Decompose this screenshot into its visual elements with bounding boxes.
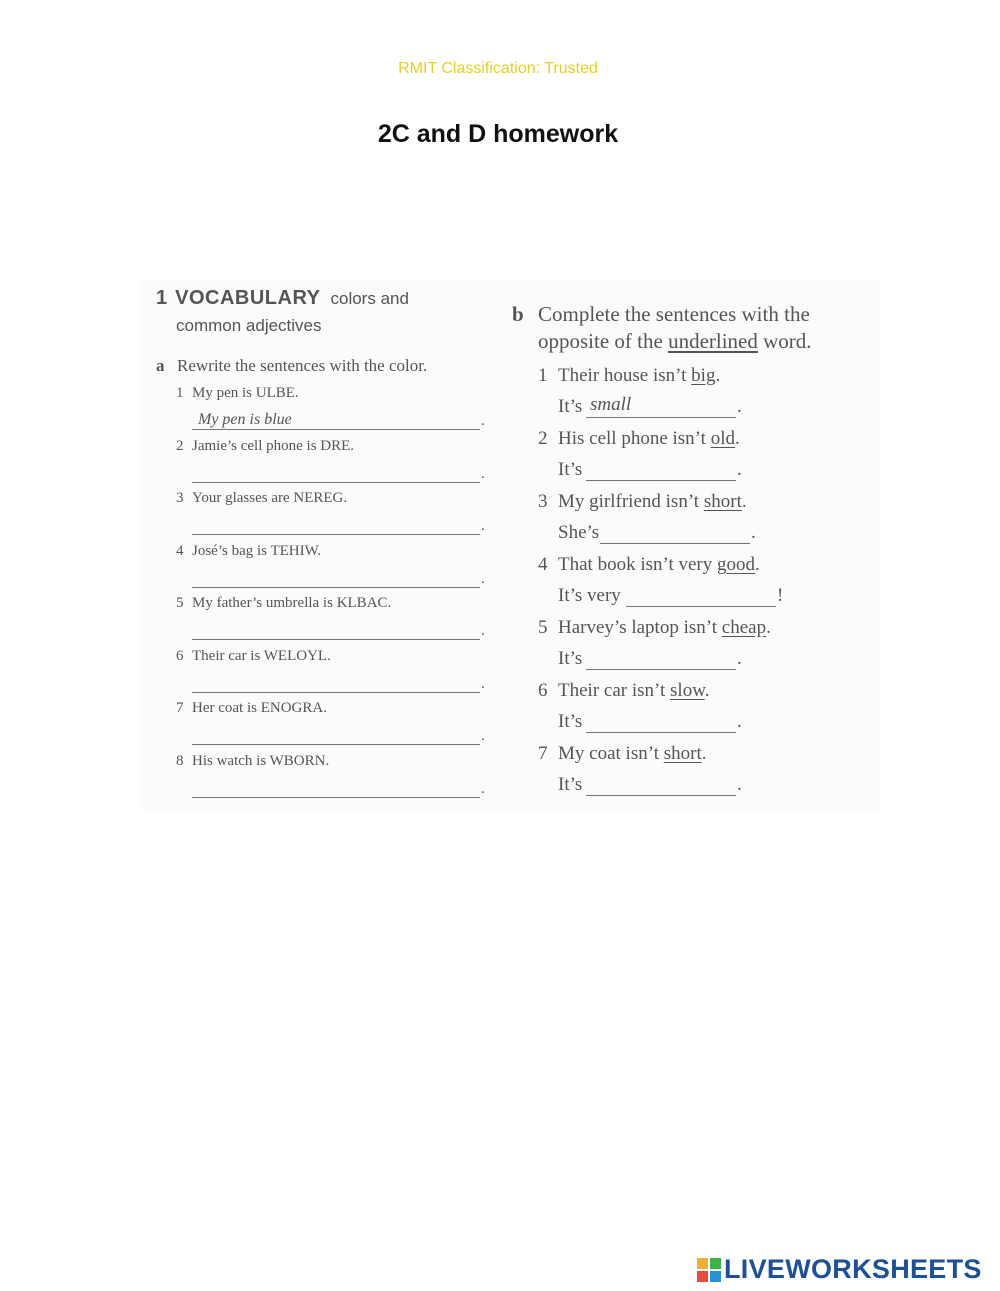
answer-line	[192, 639, 480, 640]
part-a-item	[176, 490, 347, 507]
part-a-item	[176, 543, 321, 560]
item-text: My pen is ULBE.	[192, 385, 299, 401]
item-number: 7	[538, 743, 548, 764]
item-number: 1	[176, 385, 184, 401]
item-number: 6	[538, 680, 548, 701]
line-end-punctuation: .	[737, 711, 742, 732]
part-a-item	[176, 700, 327, 717]
line-period: .	[481, 675, 485, 692]
part-a-instruction: Rewrite the sentences with the color.	[177, 356, 428, 375]
answer-line	[192, 587, 480, 588]
line-end-punctuation: .	[737, 459, 742, 480]
instruction-pre: opposite of the	[538, 329, 669, 353]
line-period: .	[481, 623, 485, 639]
item-end: .	[766, 617, 771, 638]
answer-lead: It’s very	[558, 585, 621, 606]
section-title: VOCABULARY	[175, 287, 321, 309]
line-end-punctuation: .	[751, 522, 756, 543]
item-text: My girlfriend isn’t	[558, 491, 704, 512]
line-period: .	[481, 780, 485, 797]
item-text: That book isn’t very	[558, 554, 718, 575]
item-number: 4	[538, 554, 548, 575]
part-a-item	[176, 385, 299, 402]
answer-line	[626, 606, 776, 607]
instruction-underlined-word: underlined	[668, 329, 758, 353]
instruction-post: word.	[757, 329, 812, 353]
answer-line	[586, 795, 736, 796]
answer-line	[192, 482, 480, 483]
item-text: Her coat is ENOGRA.	[192, 700, 327, 716]
line-end-punctuation: .	[737, 774, 742, 795]
part-a-item	[176, 753, 329, 770]
underlined-word: cheap	[721, 617, 767, 638]
answer-lead: It’s	[558, 459, 583, 480]
item-text: My coat isn’t	[558, 743, 664, 764]
answer-line	[600, 543, 750, 544]
item-text: José’s bag is TEHIW.	[192, 542, 322, 559]
classification-label: RMIT Classification: Trusted	[398, 60, 598, 77]
part-b-item	[538, 680, 709, 702]
item-end: .	[734, 428, 740, 449]
item-text: Their house isn’t	[558, 365, 692, 386]
part-b-item	[538, 491, 747, 513]
item-text: Harvey’s laptop isn’t	[558, 617, 722, 638]
item-number: 5	[538, 617, 548, 638]
item-text: Their car is WELOYL.	[192, 647, 331, 664]
underlined-word: short	[663, 743, 702, 764]
answer-line	[586, 732, 736, 733]
item-end: .	[741, 491, 747, 512]
item-number: 3	[538, 491, 548, 512]
line-end-punctuation: .	[737, 396, 742, 417]
logo-blocks-icon	[697, 1258, 721, 1282]
item-end: .	[755, 554, 760, 575]
part-b-instruction-line1: Complete the sentences with the	[538, 302, 810, 326]
item-text: His cell phone isn’t	[558, 428, 711, 449]
item-number: 2	[176, 437, 184, 454]
part-b-item	[538, 428, 740, 450]
item-text: His watch is WBORN.	[192, 752, 330, 769]
answer-line	[586, 669, 736, 670]
answer-line	[192, 534, 480, 535]
part-a-item	[176, 438, 354, 455]
answer-lead: It’s	[558, 396, 583, 417]
part-b-item	[538, 365, 720, 387]
item-number: 7	[176, 700, 184, 716]
answer-line	[586, 480, 736, 481]
part-b-item	[538, 617, 771, 639]
liveworksheets-logo	[697, 1254, 982, 1285]
answer-line	[192, 744, 480, 745]
item-text: My father’s umbrella is KLBAC.	[192, 595, 392, 611]
answer-lead: She’s	[558, 522, 600, 543]
answer-line	[586, 417, 736, 418]
section-heading	[156, 287, 409, 310]
part-a-letter: a	[156, 356, 165, 375]
answer-field[interactable]: My pen is blue	[198, 411, 292, 428]
item-number: 3	[176, 490, 184, 506]
logo-text: LIVEWORKSHEETS	[724, 1254, 982, 1284]
line-period: .	[481, 518, 485, 534]
item-number: 4	[176, 542, 184, 559]
underlined-word: good	[717, 554, 756, 575]
item-text: Jamie’s cell phone is DRE.	[192, 437, 355, 454]
item-end: .	[704, 680, 710, 701]
section-subtitle-line2: common adjectives	[176, 316, 322, 335]
item-number: 6	[176, 647, 184, 664]
item-end: .	[701, 743, 707, 764]
item-text: Their car isn’t	[558, 680, 671, 701]
underlined-word: big	[691, 365, 716, 386]
item-number: 5	[176, 595, 184, 611]
answer-lead: It’s	[558, 774, 583, 795]
answer-field[interactable]: small	[590, 394, 632, 415]
line-end-punctuation: .	[737, 648, 742, 669]
underlined-word: old	[710, 428, 735, 449]
answer-line	[192, 692, 480, 693]
part-b-item	[538, 743, 706, 765]
item-text: Your glasses are NEREG.	[192, 490, 348, 506]
part-a-item	[176, 648, 331, 665]
item-end: .	[715, 365, 721, 386]
item-number: 2	[538, 428, 548, 449]
line-period: .	[481, 570, 485, 587]
section-number: 1	[156, 287, 168, 309]
answer-line	[192, 429, 480, 430]
page-title: 2C and D homework	[377, 120, 619, 148]
line-end-punctuation: !	[777, 585, 784, 606]
part-b-letter: b	[512, 302, 524, 326]
part-a-item	[176, 595, 391, 612]
section-subtitle: colors and	[330, 289, 409, 308]
answer-lead: It’s	[558, 711, 583, 732]
part-b-instruction-line2	[538, 329, 812, 354]
answer-line	[192, 797, 480, 798]
line-period: .	[481, 728, 485, 744]
answer-lead: It’s	[558, 648, 583, 669]
item-number: 8	[176, 752, 184, 769]
underlined-word: slow	[670, 680, 705, 701]
part-b-item	[538, 554, 760, 576]
line-period: .	[481, 413, 485, 429]
line-period: .	[481, 465, 485, 482]
item-number: 1	[538, 365, 548, 386]
underlined-word: short	[703, 491, 742, 512]
